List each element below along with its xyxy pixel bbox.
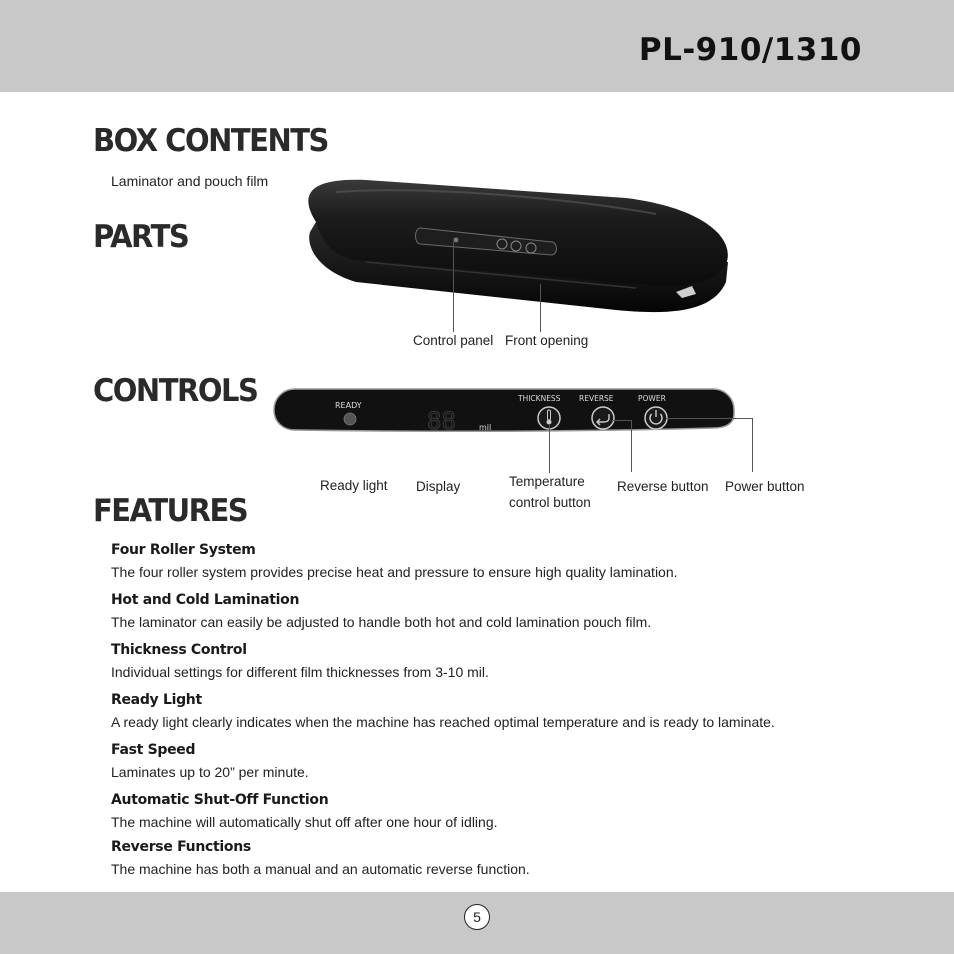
feature-item bbox=[111, 590, 891, 630]
feature-item bbox=[111, 837, 891, 877]
power-icon[interactable] bbox=[645, 407, 667, 429]
model-title: PL-910/1310 bbox=[638, 32, 862, 68]
temperature-label-line1: Temperature bbox=[509, 474, 585, 489]
temperature-label-line2: control button bbox=[509, 495, 591, 510]
panel-display-digits: 88 bbox=[427, 407, 456, 432]
feature-item bbox=[111, 540, 891, 580]
laminator-panel-dot bbox=[454, 238, 459, 243]
feature-title: Hot and Cold Lamination bbox=[111, 592, 300, 608]
feature-desc: Individual settings for different film thicknesses from 3-10 mil. bbox=[111, 664, 489, 680]
reverse-icon[interactable] bbox=[592, 407, 614, 429]
feature-title: Four Roller System bbox=[111, 542, 256, 558]
front-opening-label: Front opening bbox=[505, 333, 589, 348]
feature-item bbox=[111, 640, 891, 680]
feature-title: Ready Light bbox=[111, 692, 202, 708]
reverse-button-callout-h bbox=[612, 420, 632, 421]
feature-title: Reverse Functions bbox=[111, 839, 251, 855]
feature-item bbox=[111, 690, 891, 730]
feature-desc: The machine will automatically shut off after one hour of idling. bbox=[111, 814, 498, 830]
temp-button-callout bbox=[549, 425, 550, 473]
page-number: 5 bbox=[464, 904, 490, 930]
panel-unit-text: mil bbox=[479, 423, 492, 432]
feature-desc: The laminator can easily be adjusted to handle both hot and cold lamination pouch film. bbox=[111, 614, 652, 630]
box-contents-heading: BOX CONTENTS bbox=[93, 122, 328, 159]
power-button-callout-v bbox=[752, 418, 753, 472]
feature-item bbox=[111, 790, 891, 830]
control-panel-label: Control panel bbox=[413, 333, 494, 348]
features-heading: FEATURES bbox=[93, 492, 248, 529]
feature-desc: A ready light clearly indicates when the machine has reached optimal temperature and is ready to laminate. bbox=[111, 714, 775, 730]
feature-desc: Laminates up to 20” per minute. bbox=[111, 764, 309, 780]
box-contents-text: Laminator and pouch film bbox=[111, 173, 269, 189]
feature-title: Thickness Control bbox=[111, 642, 247, 658]
panel-reverse-text: REVERSE bbox=[579, 394, 614, 403]
controls-heading: CONTROLS bbox=[93, 372, 258, 409]
reverse-button-label: Reverse button bbox=[617, 479, 709, 494]
feature-item bbox=[111, 740, 891, 780]
power-button-label: Power button bbox=[725, 479, 805, 494]
control-panel-callout bbox=[453, 242, 454, 332]
feature-desc: The machine has both a manual and an automatic reverse function. bbox=[111, 861, 530, 877]
feature-title: Automatic Shut-Off Function bbox=[111, 792, 329, 808]
panel-power-text: POWER bbox=[638, 394, 666, 403]
ready-light-icon bbox=[344, 413, 356, 425]
feature-title: Fast Speed bbox=[111, 742, 196, 758]
laminator-image bbox=[296, 170, 736, 320]
front-opening-callout bbox=[540, 284, 541, 332]
panel-ready-text: READY bbox=[335, 401, 362, 410]
power-button-callout-h bbox=[666, 418, 752, 419]
feature-desc: The four roller system provides precise heat and pressure to ensure high quality lamination. bbox=[111, 564, 678, 580]
reverse-button-callout-v bbox=[631, 420, 632, 472]
panel-thickness-text: THICKNESS bbox=[518, 394, 561, 403]
ready-light-label: Ready light bbox=[320, 478, 388, 493]
control-panel-strip bbox=[273, 388, 735, 432]
display-label: Display bbox=[416, 479, 461, 494]
parts-heading: PARTS bbox=[93, 218, 189, 255]
temperature-button-label bbox=[509, 471, 591, 513]
